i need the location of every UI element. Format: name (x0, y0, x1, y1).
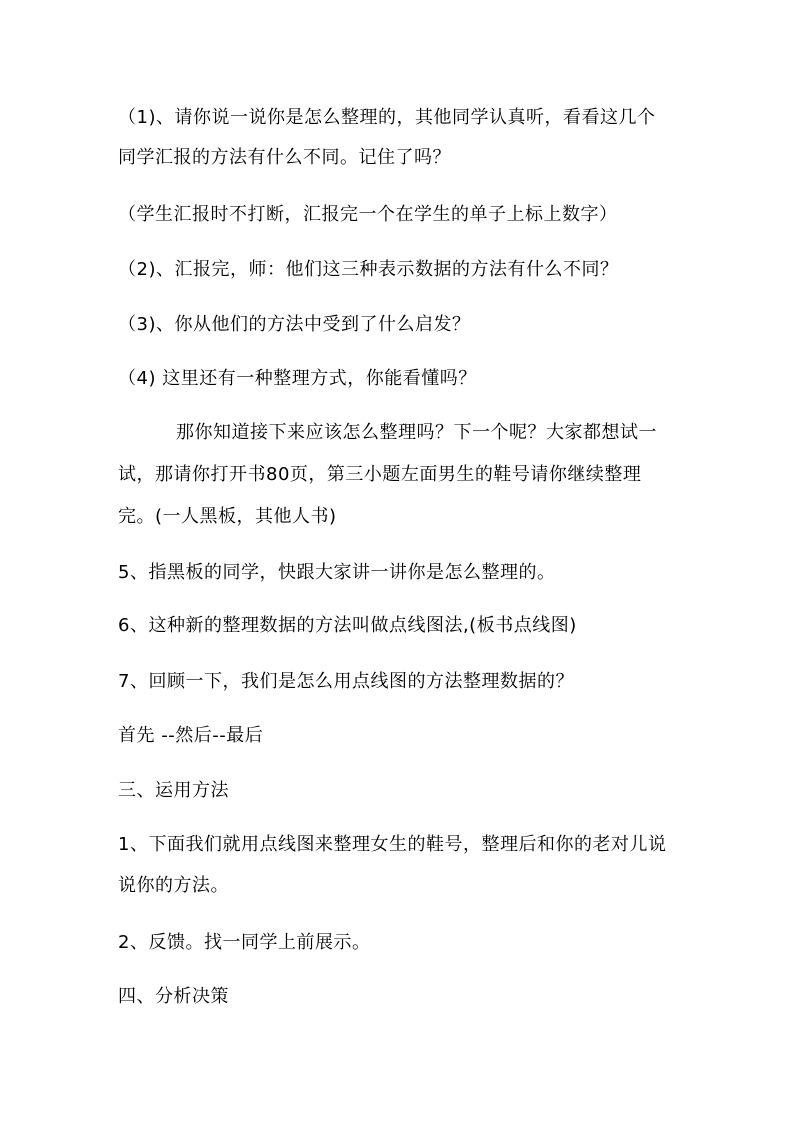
paragraph-13: 2、反馈。找一同学上前展示。 (118, 932, 371, 953)
paragraph-10: 首先 --然后--最后 (118, 725, 264, 746)
paragraph-7: 5、指黑板的同学，快跟大家讲一讲你是怎么整理的。 (118, 562, 556, 583)
paragraph-12-line-1: 1、下面我们就用点线图来整理女生的鞋号，整理后和你的老对儿说 (118, 834, 667, 855)
paragraph-1-line-2: 同学汇报的方法有什么不同。记住了吗？ (118, 147, 451, 168)
paragraph-3: （2)、汇报完，师：他们这三种表示数据的方法有什么不同？ (118, 259, 619, 280)
paragraph-8: 6、这种新的整理数据的方法叫做点线图法,(板书点线图) (118, 615, 577, 636)
paragraph-6-line-1: 那你知道接下来应该怎么整理吗？下一个呢？大家都想试一 (176, 422, 657, 443)
paragraph-1-line-1: （1)、请你说一说你是怎么整理的，其他同学认真听，看看这几个 (118, 107, 656, 128)
section-heading-3: 三、运用方法 (118, 780, 229, 801)
paragraph-6-line-3: 完。(一人黑板，其他人书) (118, 506, 337, 527)
paragraph-5: （4) 这里还有一种整理方式，你能看懂吗？ (118, 368, 477, 389)
paragraph-9: 7、回顾一下，我们是怎么用点线图的方法整理数据的？ (118, 671, 574, 692)
paragraph-2: （学生汇报时不打断，汇报完一个在学生的单子上标上数字） (118, 204, 618, 225)
paragraph-6-line-2: 试，那请你打开书80页，第三小题左面男生的鞋号请你继续整理 (118, 464, 642, 485)
section-heading-4: 四、分析决策 (118, 986, 229, 1007)
paragraph-12-line-2: 说你的方法。 (118, 875, 229, 896)
paragraph-4: （3)、你从他们的方法中受到了什么启发？ (118, 314, 471, 335)
